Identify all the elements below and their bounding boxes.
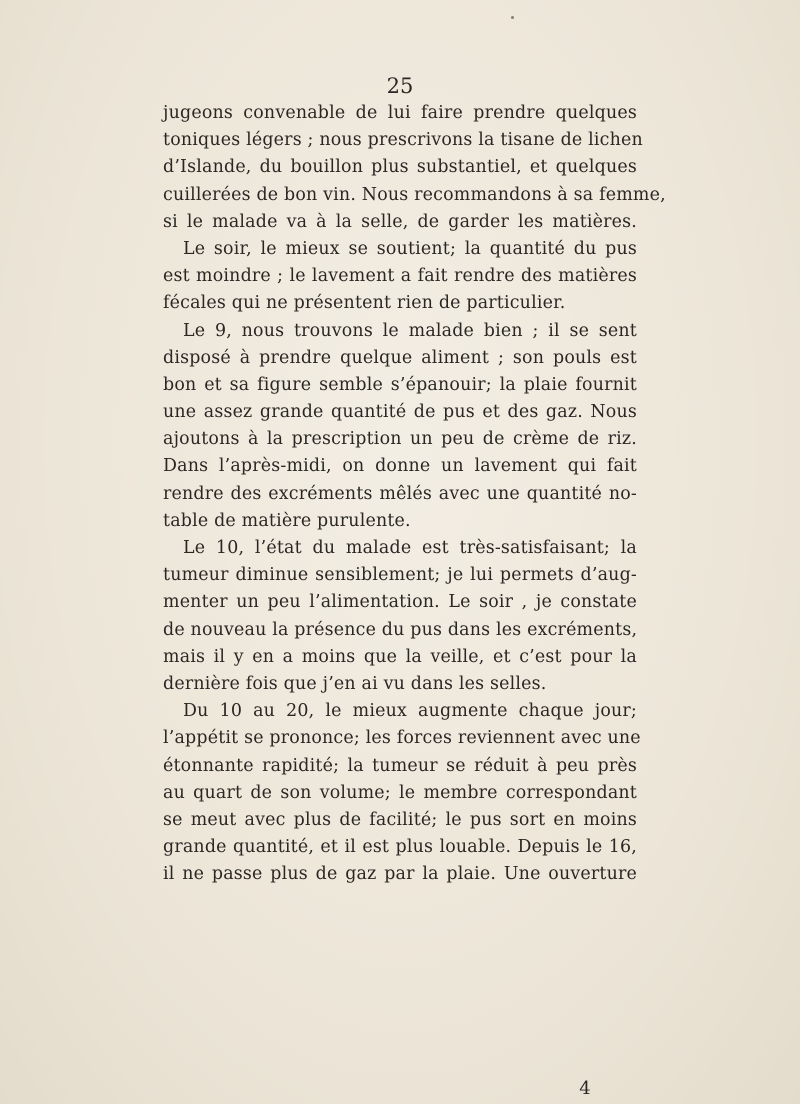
- page-number: 25: [386, 74, 414, 98]
- text-line: au quart de son volume; le membre correspondant: [163, 782, 637, 803]
- text-line: rendre des excréments mêlés avec une quantité no-: [163, 483, 637, 504]
- text-line: fécales qui ne présentent rien de particulier.: [163, 293, 566, 314]
- signature-mark: 4: [579, 1078, 591, 1099]
- text-line: d’Islande, du bouillon plus substantiel, et quelques: [163, 157, 637, 178]
- text-line: Dans l’après-midi, on donne un lavement qui fait: [163, 456, 637, 477]
- text-line: disposé à prendre quelque aliment ; son pouls est: [163, 347, 637, 368]
- text-line: dernière fois que j’en ai vu dans les selles.: [163, 673, 547, 694]
- text-line: de nouveau la présence du pus dans les excréments,: [163, 619, 638, 640]
- text-line: table de matière purulente.: [163, 510, 411, 531]
- text-line: Du 10 au 20, le mieux augmente chaque jour;: [183, 701, 637, 722]
- text-line: une assez grande quantité de pus et des gaz. Nous: [163, 402, 637, 423]
- text-line: jugeons convenable de lui faire prendre quelques: [163, 103, 637, 123]
- text-line: l’appétit se prononce; les forces reviennent avec une: [163, 728, 641, 749]
- text-line: est moindre ; le lavement a fait rendre des matières: [163, 266, 637, 287]
- text-line: grande quantité, et il est plus louable. Depuis le 16,: [163, 837, 637, 858]
- text-line: cuillerées de bon vin. Nous recommandons à sa femme,: [163, 184, 666, 205]
- text-line: il ne passe plus de gaz par la plaie. Une ouverture: [163, 864, 637, 885]
- text-line: Le 10, l’état du malade est très-satisfaisant; la: [183, 538, 637, 558]
- text-line: menter un peu l’alimentation. Le soir , je constate: [163, 592, 637, 613]
- text-line: toniques légers ; nous prescrivons la tisane de lichen: [163, 130, 643, 151]
- body-text: [163, 100, 666, 888]
- text-line: si le malade va à la selle, de garder les matières.: [163, 211, 637, 232]
- ink-speck: [511, 16, 514, 19]
- text-line: se meut avec plus de facilité; le pus sort en moins: [163, 809, 637, 830]
- text-line: bon et sa figure semble s’épanouir; la plaie fournit: [163, 374, 637, 395]
- text-line: tumeur diminue sensiblement; je lui permets d’aug-: [163, 565, 637, 586]
- text-line: mais il y en a moins que la veille, et c’est pour la: [163, 646, 637, 667]
- text-line: Le 9, nous trouvons le malade bien ; il se sent: [183, 320, 637, 341]
- text-line: ajoutons à la prescription un peu de crème de riz.: [163, 429, 637, 450]
- text-line: Le soir, le mieux se soutient; la quantité du pus: [183, 238, 637, 259]
- text-line: étonnante rapidité; la tumeur se réduit à peu près: [163, 755, 637, 776]
